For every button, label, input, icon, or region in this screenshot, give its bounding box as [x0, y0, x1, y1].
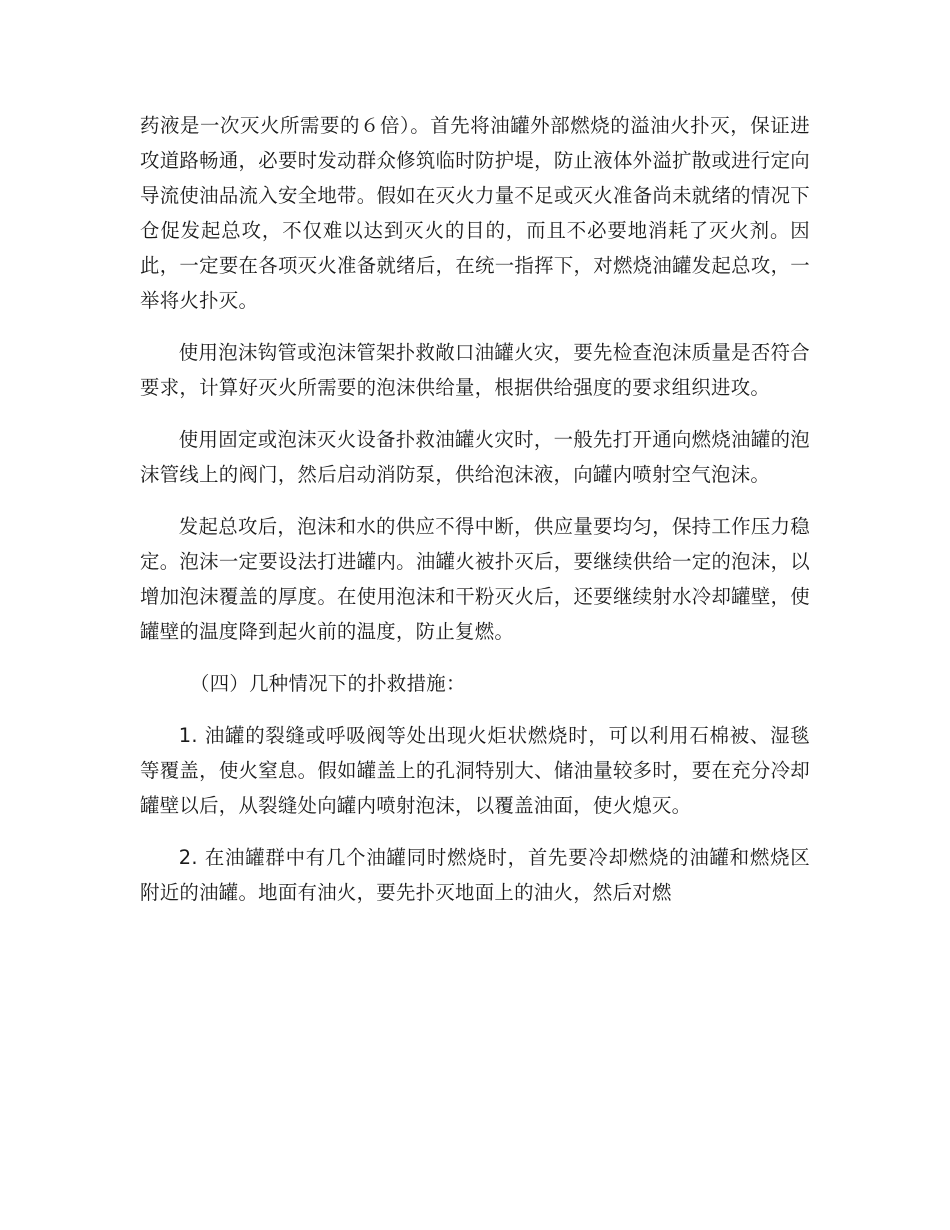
paragraph-continuation: 药液是一次灭火所需要的６倍）。首先将油罐外部燃烧的溢油火扑灭，保证进攻道路畅通，必要时发动群众修筑临时防护堤，防止液体外溢扩散或进行定向导流使油品流入安全地带。假如在灭火力量不足或灭火准备尚未就绪的情况下仓促发起总攻，不仅难以达到灭火的目的，而且不必要地消耗了灭火剂。因此，一定要在各项灭火准备就绪后，在统一指挥下，对燃烧油罐发起总攻，一举将火扑灭。 [140, 114, 810, 312]
list-item-2: 2. 在油罐群中有几个油罐同时燃烧时，首先要冷却燃烧的油罐和燃烧区附近的油罐。地面有油火，要先扑灭地面上的油火，然后对燃 [140, 846, 810, 904]
list-item-1: 1. 油罐的裂缝或呼吸阀等处出现火炬状燃烧时，可以利用石棉被、湿毯等覆盖，使火窒息。假如罐盖上的孔洞特别大、储油量较多时，要在充分冷却罐壁以后，从裂缝处向罐内喷射泡沫，以覆盖油面，使火熄灭。 [140, 724, 810, 817]
document-body [140, 108, 810, 910]
section-heading: （四）几种情况下的扑救措施： [190, 672, 466, 695]
paragraph-foam-hook-pipe: 使用泡沫钩管或泡沫管架扑救敞口油罐火灾，要先检查泡沫质量是否符合要求，计算好灭火所需要的泡沫供给量，根据供给强度的要求组织进攻。 [140, 341, 810, 399]
paragraph-fixed-foam-equipment: 使用固定或泡沫灭火设备扑救油罐火灾时，一般先打开通向燃烧油罐的泡沫管线上的阀门，然后启动消防泵，供给泡沫液，向罐内喷射空气泡沫。 [140, 428, 810, 486]
paragraph-after-attack: 发起总攻后，泡沫和水的供应不得中断，供应量要均匀，保持工作压力稳定。泡沫一定要设法打进罐内。油罐火被扑灭后，要继续供给一定的泡沫，以增加泡沫覆盖的厚度。在使用泡沫和干粉灭火后，还要继续射水冷却罐壁，使罐壁的温度降到起火前的温度，防止复燃。 [140, 515, 810, 643]
